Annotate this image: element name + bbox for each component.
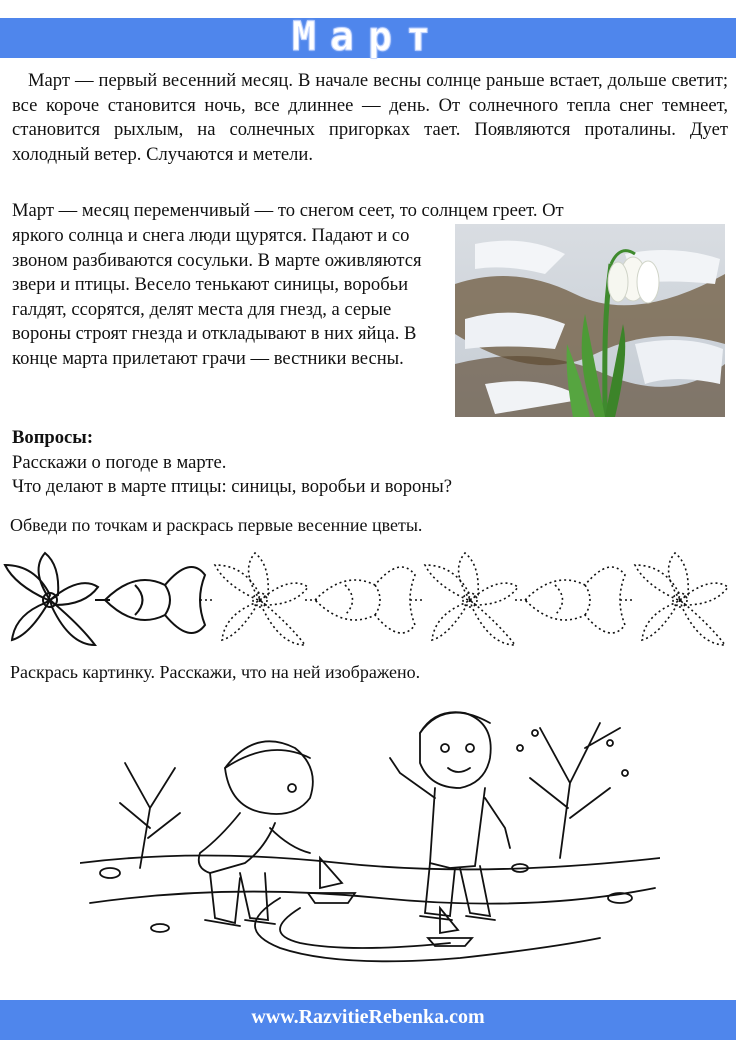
- intro-text: Март — первый весенний месяц. В начале весны солнце раньше встает, дольше светит; все короче становится ночь, все длиннее — день. От солнечного тепла снег темнеет, становится рыхлым, на солнечных пригорках тает. Появляются проталины. Дует холодный ветер. Случаются и метели.: [12, 70, 728, 165]
- snowdrop-photo: [455, 224, 725, 417]
- page-title: Март: [291, 14, 445, 60]
- paragraph-two-first-line: Март — месяц переменчивый — то снегом сеет, то солнцем греет. От: [12, 200, 564, 221]
- trace-task: Обведи по точкам и раскрась первые весенние цветы.: [10, 515, 423, 535]
- questions-heading: Вопросы:: [12, 427, 94, 448]
- paragraph-two-body: яркого солнца и снега люди щурятся. Падают и со звоном разбиваются сосульки. В марте оживляются звери и птицы. Весело тенькают синицы, воробьи галдят, ссорятся, делят места для гнезд, а серые вороны строят гнезда и откладывают в них яйца. В конце марта прилетают грачи — вестники весны.: [12, 225, 422, 369]
- footer-url-link[interactable]: www.RazvitieRebenka.com: [251, 1006, 485, 1028]
- intro-paragraph: [12, 69, 728, 167]
- coloring-task: Раскрась картинку. Расскажи, что на ней изображено.: [10, 662, 421, 682]
- question-1: Расскажи о погоде в марте.: [12, 451, 227, 473]
- coloring-picture-children: [80, 688, 660, 988]
- question-2: Что делают в марте птицы: синицы, воробьи и вороны?: [12, 476, 453, 497]
- questions-block: [12, 426, 728, 500]
- tracing-flowers: [0, 540, 736, 655]
